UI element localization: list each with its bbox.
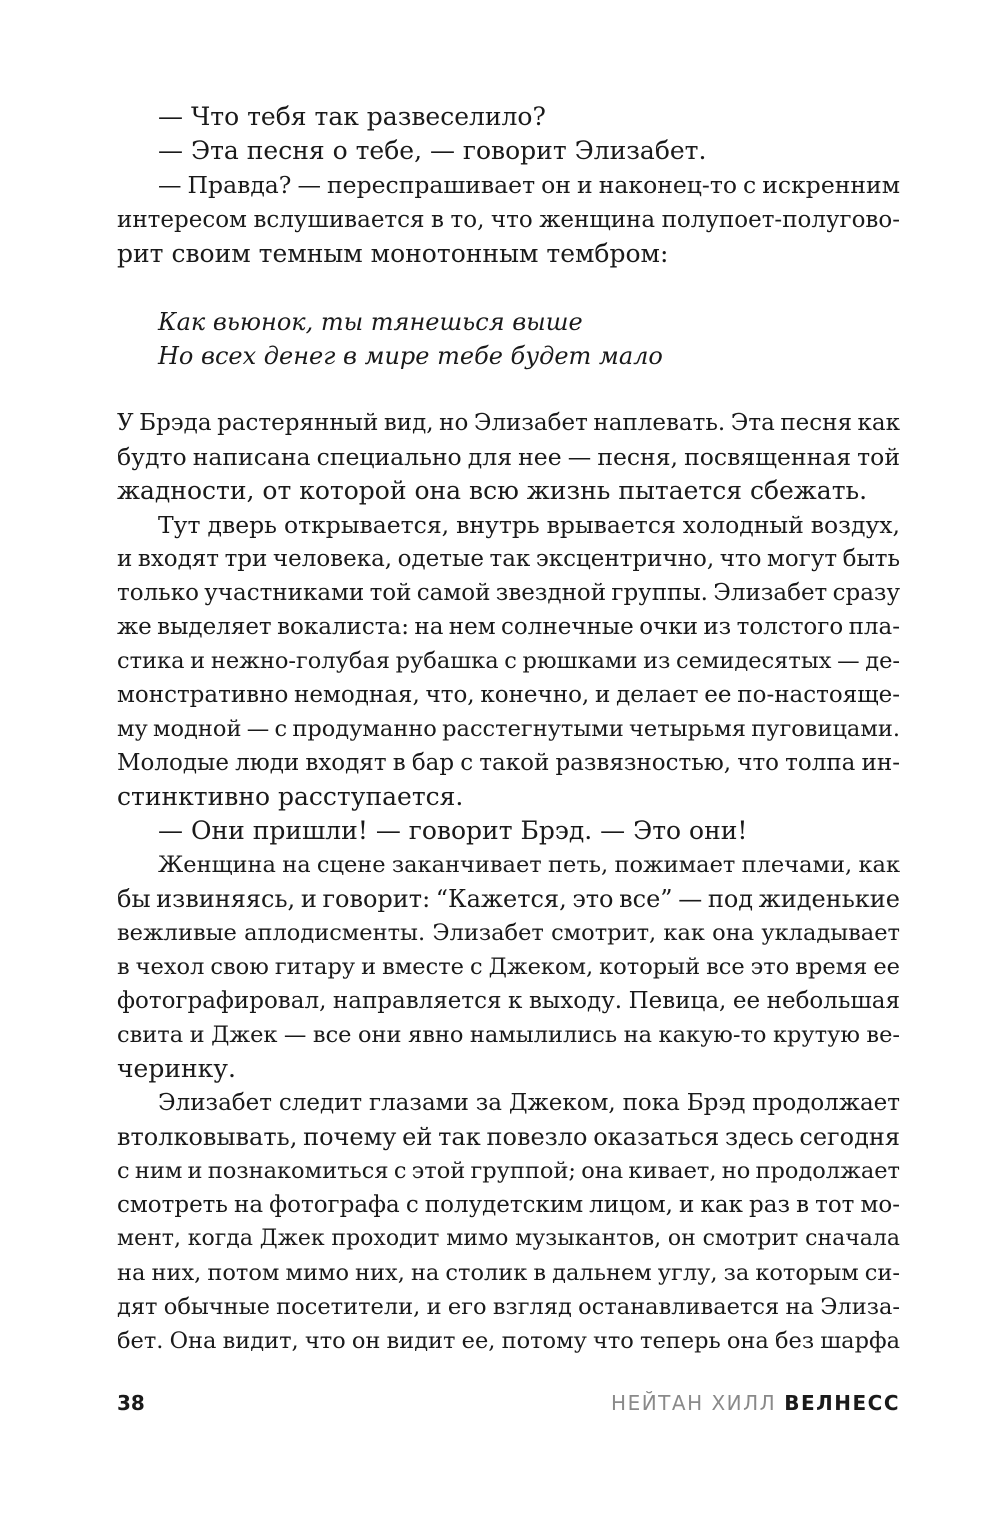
text-line: интересом вслушивается в то, что женщина полупоет-полугово- (117, 207, 900, 233)
text-line: и входят три человека, одетые так эксцентрично, что могут быть (117, 546, 900, 572)
text-line: жадности, от которой она всю жизнь пытается сбежать. (117, 476, 868, 505)
text-line: Женщина на сцене заканчивает петь, пожимает плечами, как (158, 852, 900, 878)
text-line: с ним и познакомиться с этой группой; она кивает, но продолжает (117, 1158, 900, 1184)
text-line: стинктивно расступается. (117, 782, 464, 811)
running-head-title: ВЕЛНЕСС (784, 1391, 900, 1415)
text-line: свита и Джек — все они явно намылились на какую-то крутую ве- (117, 1022, 900, 1048)
text-line: рит своим темным монотонным тембром: (117, 239, 669, 268)
text-line: — Правда? — переспрашивает он и наконец-то с искренним (158, 171, 900, 199)
text-line: — Они пришли! — говорит Брэд. — Это они! (158, 816, 748, 845)
text-line: му модной — с продуманно расстегнутыми четырьмя пуговицами. (117, 716, 900, 742)
text-line: Молодые люди входят в бар с такой развязностью, что толпа ин- (117, 750, 900, 776)
text-line: только участниками той самой звездной группы. Элизабет сразу (117, 580, 900, 606)
text-line: втолковывать, почему ей так повезло оказаться здесь сегодня (117, 1123, 900, 1151)
text-line: Элизабет следит глазами за Джеком, пока Брэд продолжает (158, 1090, 900, 1116)
text-line: монстративно немодная, что, конечно, и делает ее по-настояще- (117, 682, 900, 708)
text-line: вежливые аплодисменты. Элизабет смотрит, как она укладывает (117, 920, 900, 946)
text-line: дят обычные посетители, и его взгляд останавливается на Элиза- (117, 1294, 900, 1320)
text-line: смотреть на фотографа с полудетским лицом, и как раз в тот мо- (117, 1192, 900, 1218)
text-line: — Что тебя так развеселило? (158, 102, 546, 131)
page-number: 38 (117, 1391, 145, 1415)
text-line: же выделяет вокалиста: на нем солнечные очки из толстого пла- (117, 614, 900, 640)
text-line: бет. Она видит, что он видит ее, потому что теперь она без шарфа (117, 1328, 900, 1354)
text-line: Тут дверь открывается, внутрь врывается холодный воздух, (158, 511, 900, 539)
verse-line: Но всех денег в мире тебе будет мало (158, 342, 663, 370)
text-line: бы извиняясь, и говорит: “Кажется, это все” — под жиденькие (117, 885, 900, 913)
text-line: в чехол свою гитару и вместе с Джеком, который все это время ее (117, 954, 900, 980)
text-line: будто написана специально для нее — песня, посвященная той (117, 443, 900, 471)
text-line: фотографировал, направляется к выходу. Певица, ее небольшая (117, 988, 900, 1014)
verse-line: Как вьюнок, ты тянешься выше (158, 308, 583, 336)
text-line: мент, когда Джек проходит мимо музыкантов, он смотрит сначала (117, 1226, 900, 1251)
running-head-author: НЕЙТАН ХИЛЛ (611, 1391, 777, 1415)
text-line: У Брэда растерянный вид, но Элизабет наплевать. Эта песня как (117, 410, 900, 436)
text-line: — Эта песня о тебе, — говорит Элизабет. (158, 136, 707, 165)
text-line: черинку. (117, 1054, 236, 1083)
text-line: стика и нежно-голубая рубашка с рюшками из семидесятых — де- (117, 648, 900, 674)
running-head (611, 1388, 900, 1418)
text-line: на них, потом мимо них, на столик в дальнем углу, за которым си- (117, 1260, 900, 1286)
